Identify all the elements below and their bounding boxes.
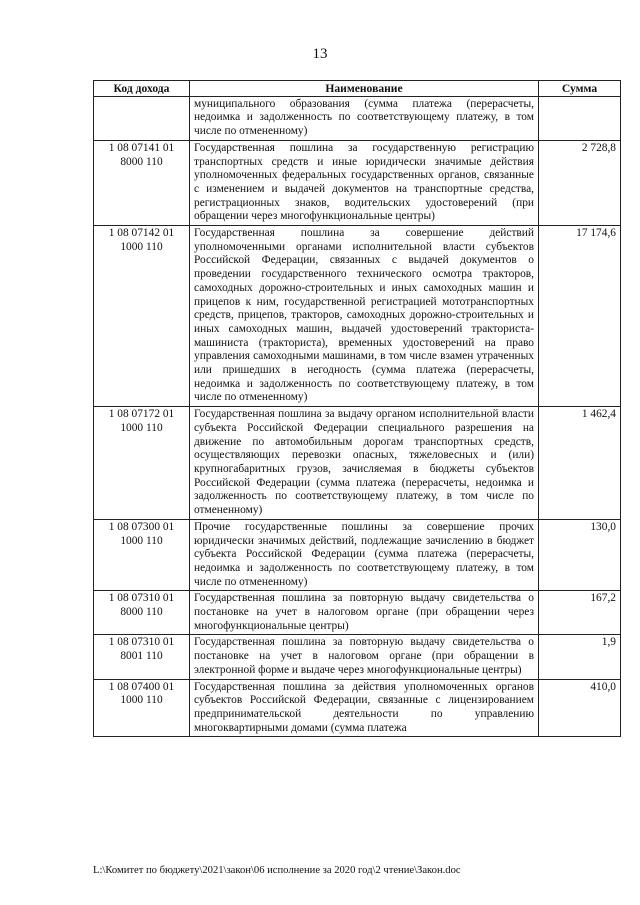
income-code: 1 08 07142 01 1000 110 — [94, 226, 190, 407]
table-header-row — [94, 81, 621, 97]
income-code: 1 08 07310 01 8001 110 — [94, 635, 190, 679]
header-code: Код дохода — [94, 81, 190, 97]
header-name: Наименование — [190, 81, 539, 97]
income-sum — [539, 96, 621, 140]
income-sum: 1 462,4 — [539, 407, 621, 520]
income-name: Прочие государственные пошлины за совершение прочих юридически значимых действий, подлежащие зачислению в бюджет субъекта Российской Федерации (сумма платежа (перерасчеты, недоимка и задолженность по соответствующему платежу, в том числе по отмененному) — [190, 519, 539, 591]
income-code: 1 08 07400 01 1000 110 — [94, 679, 190, 737]
income-code: 1 08 07310 01 8000 110 — [94, 591, 190, 635]
income-sum: 17 174,6 — [539, 226, 621, 407]
table-row — [94, 519, 621, 591]
income-sum: 130,0 — [539, 519, 621, 591]
income-code — [94, 96, 190, 140]
income-name: Государственная пошлина за совершение действий уполномоченными органами исполнительной власти субъектов Российской Федерации, связанных с выдачей документов о проведении государственного технического осмотра тракторов, самоходных дорожно-строительных и иных самоходных машин и прицепов к ним, государственной регистрацией мототранспортных средств, прицепов, тракторов, самоходных дорожно-строительных и иных самоходных машин, выдачей удостоверений тракториста-машиниста (тракториста), временных удостоверений на право управления самоходными машинами, в том числе взамен утраченных или пришедших в негодность (сумма платежа (перерасчеты, недоимка и задолженность по соответствующему платежу, в том числе по отмененному) — [190, 226, 539, 407]
income-code: 1 08 07300 01 1000 110 — [94, 519, 190, 591]
income-name: Государственная пошлина за выдачу органом исполнительной власти субъекта Российской Федерации специального разрешения на движение по автомобильным дорогам транспортных средств, осуществляющих перевозки опасных, тяжеловесных и (или) крупногабаритных грузов, зачисляемая в бюджеты субъектов Российской Федерации (сумма платежа (перерасчеты, недоимка и задолженность по соответствующему платежу, в том числе по отмененному) — [190, 407, 539, 520]
table-row — [94, 679, 621, 737]
table-row — [94, 407, 621, 520]
revenue-table — [93, 80, 621, 737]
table-row — [94, 635, 621, 679]
income-name: Государственная пошлина за государственную регистрацию транспортных средств и иные юридически значимые действия уполномоченных федеральных государственных органов, связанные с изменением и выдачей документов на транспортные средства, регистрационных знаков, водительских удостоверений (при обращении через многофункциональные центры) — [190, 140, 539, 225]
income-sum: 2 728,8 — [539, 140, 621, 225]
income-code: 1 08 07141 01 8000 110 — [94, 140, 190, 225]
table-row — [94, 96, 621, 140]
income-name: Государственная пошлина за повторную выдачу свидетельства о постановке на учет в налоговом органе (при обращении через многофункциональные центры) — [190, 591, 539, 635]
table-row — [94, 591, 621, 635]
income-name: муниципального образования (сумма платежа (перерасчеты, недоимка и задолженность по соответствующему платежу, в том числе по отмененному) — [190, 96, 539, 140]
income-code: 1 08 07172 01 1000 110 — [94, 407, 190, 520]
table-row — [94, 140, 621, 225]
income-name: Государственная пошлина за действия уполномоченных органов субъектов Российской Федерации, связанные с лицензированием предпринимательской деятельности по управлению многоквартирными домами (сумма платежа — [190, 679, 539, 737]
income-sum: 1,9 — [539, 635, 621, 679]
page-number: 13 — [312, 46, 328, 62]
table-row — [94, 226, 621, 407]
file-path-footer: L:\Комитет по бюджету\2021\закон\06 исполнение за 2020 год\2 чтение\Закон.doc — [93, 865, 461, 876]
income-sum: 410,0 — [539, 679, 621, 737]
header-sum: Сумма — [539, 81, 621, 97]
income-sum: 167,2 — [539, 591, 621, 635]
income-name: Государственная пошлина за повторную выдачу свидетельства о постановке на учет в налоговом органе (при обращении в электронной форме и выдаче через многофункциональные центры) — [190, 635, 539, 679]
